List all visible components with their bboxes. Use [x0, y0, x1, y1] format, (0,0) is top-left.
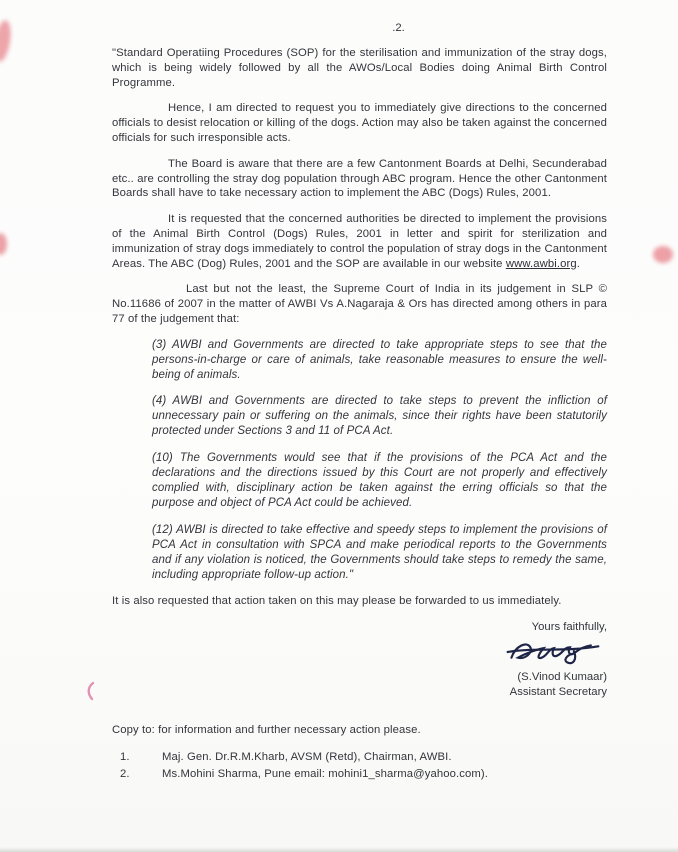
- awbi-website-link[interactable]: www.awbi.org: [505, 257, 577, 270]
- copy-to-line: Copy to: for information and further necessary action please.: [112, 724, 421, 737]
- paragraph-text: .: [576, 257, 580, 270]
- scan-smudge-top-left: [0, 19, 13, 63]
- judgement-quote-3: (3) AWBI and Governments are directed to take appropriate steps to see that the persons-in-charge or care of animals, take reasonable measures to ensure the well-being of animals.: [152, 338, 607, 381]
- handwritten-signature: [503, 635, 603, 669]
- scan-bottom-shadow: [0, 847, 678, 852]
- supreme-court-paragraph: Last but not the least, the Supreme Court of India in its judgement in SLP © No.11686 of 2007 in the matter of AWBI Vs A.Nagaraja & Ors has directed among others in para 77 of the judgement that:: [112, 283, 607, 325]
- signatory-name: (S.Vinod Kumaar): [517, 671, 607, 684]
- signature-block: [112, 620, 607, 700]
- abc-rules-paragraph: [112, 212, 607, 271]
- list-item-text: Maj. Gen. Dr.R.M.Kharb, AVSM (Retd), Chairman, AWBI.: [162, 751, 452, 764]
- list-item-number: 1.: [120, 751, 130, 764]
- sop-paragraph: "Standard Operatiing Procedures (SOP) for the sterilisation and immunization of the stray dogs, which is being widely followed by all the AWOs/Local Bodies doing Animal Birth Control Programme.: [112, 47, 607, 89]
- list-item: [120, 749, 607, 766]
- scan-smudge-right: [653, 246, 673, 263]
- request-directions-paragraph: Hence, I am directed to request you to immediately give directions to the concerned officials to desist relocation or killing of the dogs. Action may also be taken against the concerned officials for such irresponsible acts.: [112, 102, 607, 144]
- letter-body: [112, 22, 607, 782]
- judgement-quote-12: (12) AWBI is directed to take effective and speedy steps to implement the provisions of PCA Act in consultation with SPCA and make periodical reports to the Governments and if any violation is noticed, the Governments should take steps to remedy the same, including appropriate follow-up action.": [152, 523, 607, 581]
- scan-smudge-left: [0, 233, 7, 255]
- judgement-quote-4: (4) AWBI and Governments are directed to take steps to prevent the infliction of unnecessary pain or suffering on the animals, since their rights have been statutorily protected under Sections 3 and 11 of PCA Act.: [152, 395, 607, 438]
- list-item-number: 2.: [120, 767, 130, 780]
- paragraph-text: It is requested that the concerned authorities be directed to implement the provisions of the Animal Birth Control (Dogs) Rules, 2001 in letter and spirit for sterilization and immunization of stray dogs immediately to control the population of stray dogs in the Cantonment Areas. The ABC (Dog) Rules, 2001 and the SOP are available in our website: [112, 213, 607, 270]
- cantonment-boards-paragraph: The Board is aware that there are a few Cantonment Boards at Delhi, Secunderabad etc.. are controlling the stray dog population through ABC program. Hence the other Cantonment Boards shall have to take necessary action to implement the ABC (Dogs) Rules, 2001.: [112, 157, 607, 200]
- closing-request-line: It is also requested that action taken on this may please be forwarded to us immediately.: [112, 595, 562, 608]
- page-number: .2.: [392, 22, 405, 34]
- judgement-quote-10: (10) The Governments would see that if the provisions of the PCA Act and the declarations and the directions issued by this Court are not properly and effectively complied with, disciplinary action be taken against the erring officials so that the purpose and object of PCA Act could be achieved.: [152, 452, 607, 509]
- valediction: Yours faithfully,: [531, 621, 607, 634]
- copy-to-list: [112, 749, 607, 782]
- list-item: [120, 766, 607, 783]
- list-item-text: Ms.Mohini Sharma, Pune email: mohini1_sharma@yahoo.com).: [162, 767, 488, 780]
- signatory-title: Assistant Secretary: [509, 686, 607, 699]
- pink-pen-mark: [84, 681, 98, 703]
